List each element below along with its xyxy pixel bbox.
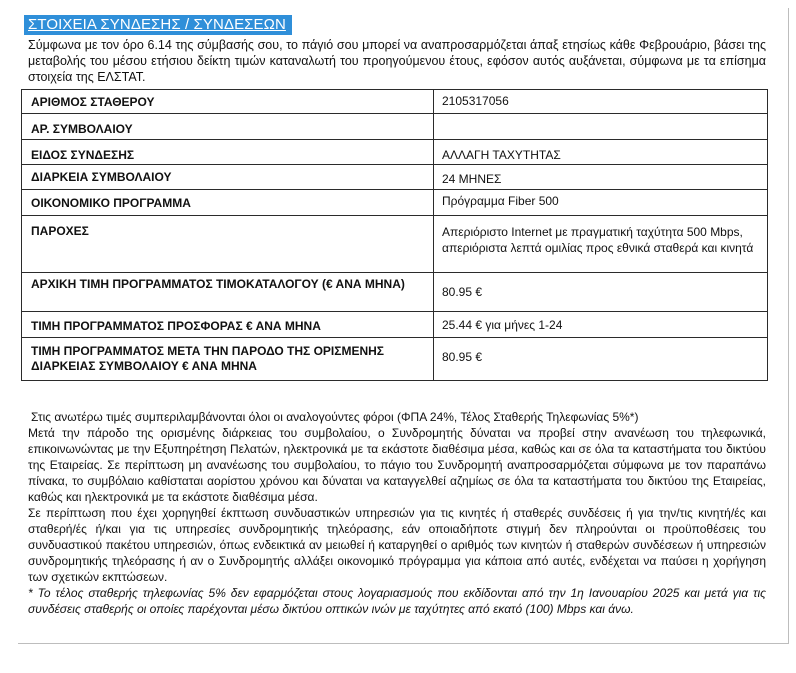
section-title: ΣΤΟΙΧΕΙΑ ΣΥΝΔΕΣΗΣ / ΣΥΝΔΕΣΕΩΝ — [24, 15, 292, 35]
discounts-note: Σε περίπτωση που έχει χορηγηθεί έκπτωση συνδυαστικών υπηρεσιών για τις κινητές ή σταθερές συνδέσεις ή για την/τις κινητή/ές και σταθερή/ές ή/και για τις υπηρεσίες συνδρομητικής τηλεόρασης, εάν οποιαδήποτε στιγμή δεν πληρούνται οι προϋποθέσεις του συνδυαστικού πακέτου υπηρεσιών, όπως ενδεικτικά αν μειωθεί ή καταργηθεί ο αριθμός των κινητών ή σταθερών συνδέσεων ή υπηρεσιών συνδρομητικής τηλεόρασης ή αν ο Συνδρομητής αλλάξει οικονομικό πρόγραμμα για κάποια από αυτές, ενδέχεται να παύσει η χορήγηση των σχετικών εκπτώσεων. — [28, 506, 766, 584]
row-value — [434, 114, 768, 140]
footnote: * Το τέλος σταθερής τηλεφωνίας 5% δεν εφαρμόζεται στους λογαριασμούς που εκδίδονται από την 1η Ιανουαρίου 2025 και μετά για τις συνδέσεις σταθερής οι οποίες παρέχονται μέσω δικτύου οπτικών ινών με ταχύτητες από εκατό (100) Mbps και άνω. — [28, 586, 766, 616]
connection-details-table — [21, 89, 768, 381]
taxes-note: Στις ανωτέρω τιμές συμπεριλαμβάνονται όλοι οι αναλογούντες φόροι (ΦΠΑ 24%, Τέλος Σταθερής Τηλεφωνίας 5%*) — [31, 410, 639, 424]
table-row — [22, 114, 768, 140]
row-value: 25.44 € για μήνες 1-24 — [434, 312, 768, 338]
row-value: 24 ΜΗΝΕΣ — [434, 165, 768, 190]
row-label: ΑΡΙΘΜΟΣ ΣΤΑΘΕΡΟΥ — [22, 90, 434, 114]
notes-block — [28, 409, 766, 617]
row-value: ΑΛΛΑΓΗ ΤΑΧΥΤΗΤΑΣ — [434, 140, 768, 165]
row-label: ΔΙΑΡΚΕΙΑ ΣΥΜΒΟΛΑΙΟΥ — [22, 165, 434, 190]
table-row — [22, 90, 768, 114]
row-label: ΑΡΧΙΚΗ ΤΙΜΗ ΠΡΟΓΡΑΜΜΑΤΟΣ ΤΙΜΟΚΑΤΑΛΟΓΟΥ (€ ΑΝΑ ΜΗΝΑ) — [22, 273, 434, 312]
renewal-note: Μετά την πάροδο της ορισμένης διάρκειας του συμβολαίου, ο Συνδρομητής δύναται να προβεί στην ανανέωση του τηλεφωνικά, επικοινωνώντας με την Εξυπηρέτηση Πελατών, ηλεκτρονικά με τα εκάστοτε διαθέσιμα μέσα, καθώς και σε όλα τα καταστήματα του δικτύου της Εταιρείας. Σε περίπτωση μη ανανέωσης του συμβολαίου, το πάγιο του Συνδρομητή αναπροσαρμόζεται σύμφωνα με τον παραπάνω πίνακα, το συμβόλαιο καθίσταται αορίστου χρόνου και δύναται να καταγγελθεί αζημίως σε όλα τα καταστήματα του δικτύου της Εταιρείας, καθώς και ηλεκτρονικά με τα εκάστοτε διαθέσιμα μέσα. — [28, 426, 766, 504]
row-label: ΟΙΚΟΝΟΜΙΚΟ ΠΡΟΓΡΑΜΜΑ — [22, 190, 434, 216]
intro-paragraph: Σύμφωνα με τον όρο 6.14 της σύμβασής σου, το πάγιό σου μπορεί να αναπροσαρμόζεται άπαξ ετησίως κάθε Φεβρουάριο, βάσει της μεταβολής του μέσου ετήσιου δείκτη τιμών καταναλωτή του προηγούμενου έτους, εφόσον αυτός αυξάνεται, σύμφωνα με τα επίσημα στοιχεία της ΕΛΣΤΑΤ. — [28, 38, 766, 84]
table-row — [22, 273, 768, 312]
table-row — [22, 338, 768, 381]
row-label: ΠΑΡΟΧΕΣ — [22, 216, 434, 273]
row-value: Απεριόριστο Internet με πραγματική ταχύτητα 500 Mbps, απεριόριστα λεπτά ομιλίας προς εθνικά σταθερά και κινητά — [434, 216, 768, 273]
row-value: 80.95 € — [434, 273, 768, 312]
row-value: 80.95 € — [434, 338, 768, 381]
row-label: ΤΙΜΗ ΠΡΟΓΡΑΜΜΑΤΟΣ ΜΕΤΑ ΤΗΝ ΠΑΡΟΔΟ ΤΗΣ ΟΡΙΣΜΕΝΗΣ ΔΙΑΡΚΕΙΑΣ ΣΥΜΒΟΛΑΙΟΥ € ΑΝΑ ΜΗΝΑ — [22, 338, 434, 381]
row-value: Πρόγραμμα Fiber 500 — [434, 190, 768, 216]
row-value: 2105317056 — [434, 90, 768, 114]
row-label: ΕΙΔΟΣ ΣΥΝΔΕΣΗΣ — [22, 140, 434, 165]
row-label: ΤΙΜΗ ΠΡΟΓΡΑΜΜΑΤΟΣ ΠΡΟΣΦΟΡΑΣ € ΑΝΑ ΜΗΝΑ — [22, 312, 434, 338]
row-label: ΑΡ. ΣΥΜΒΟΛΑΙΟΥ — [22, 114, 434, 140]
table-row — [22, 216, 768, 273]
table-row — [22, 165, 768, 190]
table-row — [22, 190, 768, 216]
table-row — [22, 140, 768, 165]
table-row — [22, 312, 768, 338]
